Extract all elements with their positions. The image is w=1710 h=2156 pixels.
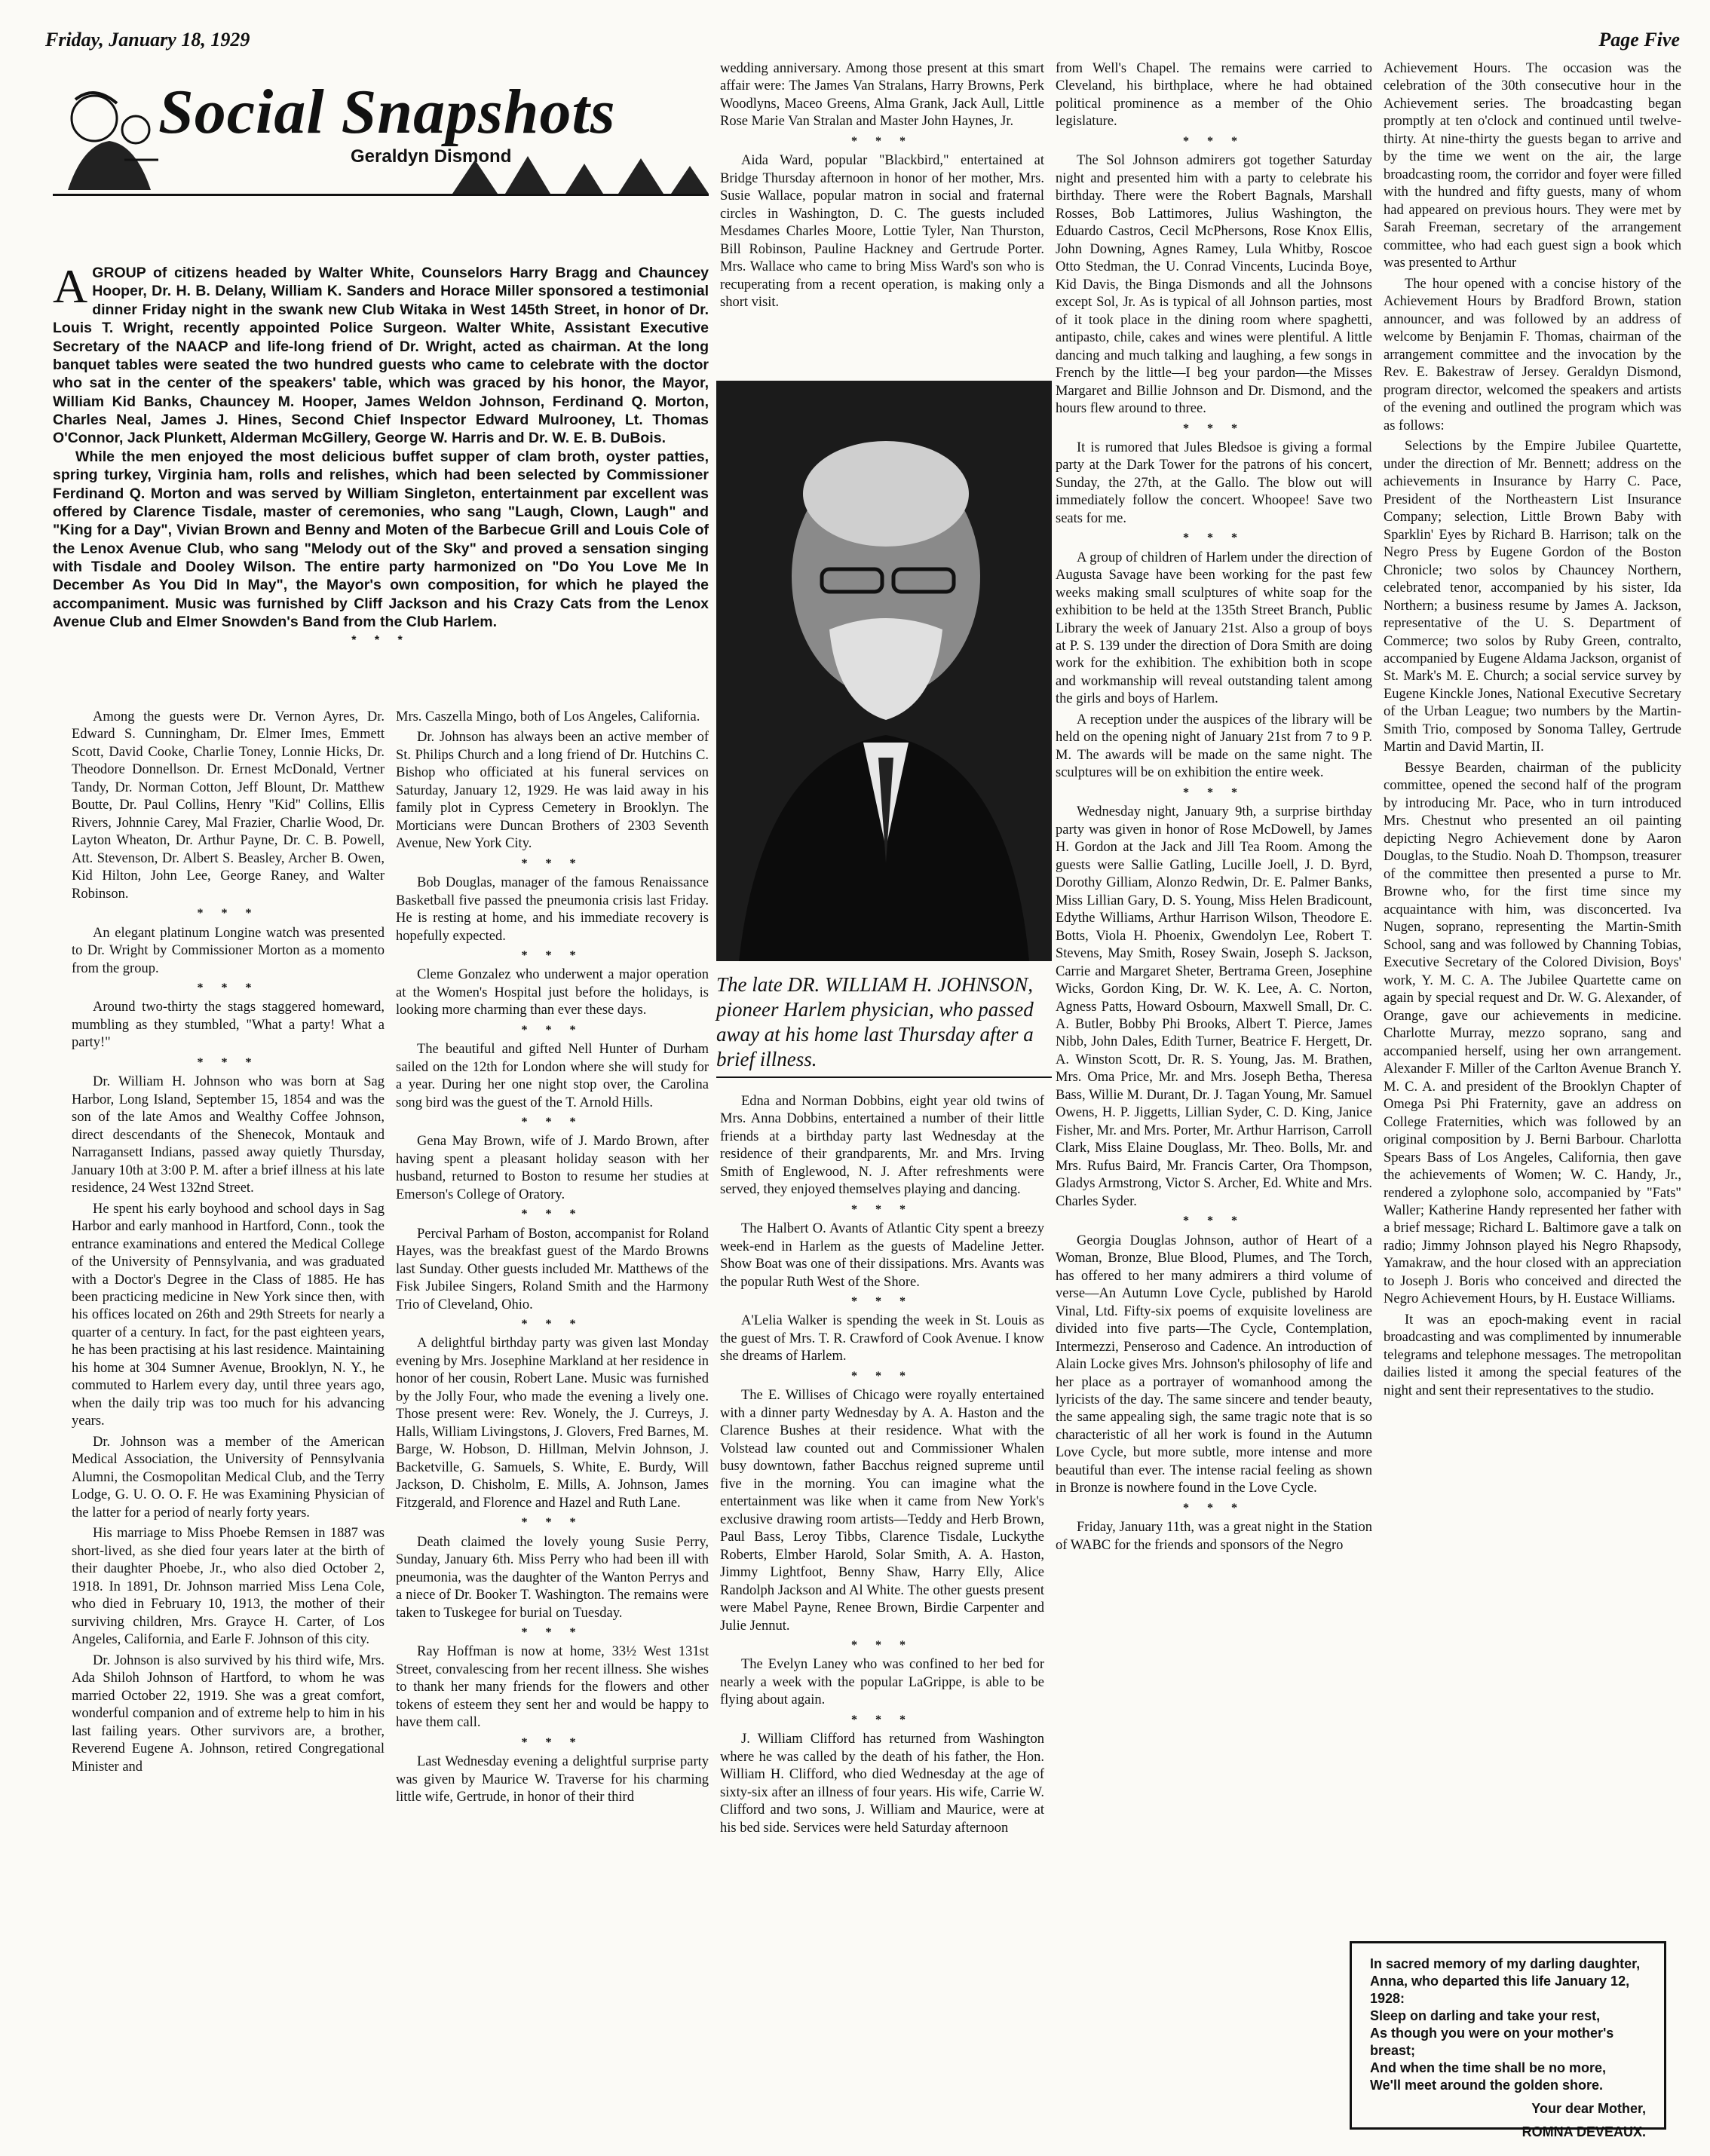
separator: * * * (521, 1318, 584, 1331)
separator: * * * (851, 1713, 913, 1726)
paragraph: Dr. Johnson has always been an active member of St. Philips Church and a long friend of Dr. Hutchins C. Bishop who officiated at his funeral services on Saturday, January 12, 1929. He was laid away in his family plot in Cypress Cemetery in Brooklyn. The Morticians were Duncan Brothers of 2303 Seventh Avenue, New York City. (396, 730, 709, 852)
paragraph: A group of children of Harlem under the direction of Augusta Savage have been working for the past few weeks making small sculptures of white soap for the exhibition to be held at the 135th Street Branch, Public Library the week of January 21st. Also a group of boys at P. S. 139 under the direction of Dora Smith are doing work for the exhibition. The exhibition both in scope and workmanship will reveal outstanding talent among the girls and boys of Harlem. (1056, 550, 1372, 707)
photo-caption: The late DR. WILLIAM H. JOHNSON, pioneer Harlem physician, who passed away at his home last Thursday after a brief illness. (716, 972, 1052, 1078)
separator: * * * (521, 1116, 584, 1129)
separator: * * * (197, 907, 259, 920)
column-masthead (53, 69, 709, 196)
memorial-line: We'll meet around the golden shore. (1370, 2078, 1603, 2093)
separator: * * * (521, 1516, 584, 1530)
paragraph: Cleme Gonzalez who underwent a major operation at the Women's Hospital just before the holidays, is looking more charming than ever these days. (396, 967, 709, 1018)
separator: * * * (851, 1369, 913, 1383)
masthead-illustration-icon (53, 84, 166, 190)
paragraph: Selections by the Empire Jubilee Quartette, under the direction of Mr. Bennett; address on the achievements in Insurance by Harry C. Pace, President of the Northeastern List Insurance Company; selection, Little Brown Baby with Sparklin' Eyes by Richard B. Harrison; talk on the Negro Press by Eugene Gordon of the Boston Chronicle; two solos by Chauncey Northern, celebrated tenor, accompanied by his sister, Ida Northern; a business resume by James A. Jackson, representative of the U. S. Department of Commerce; two solos by Ruby Green, contralto, accompanied by Eugene Aldama Jackson, organist of St. Mark's M. E. Church; a social service survey by Eugene Kinckle Jones, National Executive Secretary of the Urban League; two numbers by the Martin-Smith Trio, composed by Sonoma Talley, Gertrude Martin and David Martin, II. (1384, 439, 1681, 755)
paragraph: Dr. Johnson was a member of the American Medical Association, the University of Pennsylvania Alumni, the Cosmopolitan Medical Club, and the Terry Lodge, G. U. O. O. F. He was Examining Physician of the latter for a period of nearly forty years. (72, 1434, 385, 1521)
column-3-top (720, 60, 1044, 315)
column-1 (72, 709, 385, 1779)
separator: * * * (521, 1023, 584, 1037)
masthead-figures-icon (452, 152, 709, 194)
separator: * * * (1183, 134, 1245, 148)
paragraph: wedding anniversary. Among those present at this smart affair were: The James Van Stralans, Harry Browns, Perk Woodlyns, Maceo Greens, Alma Grank, Jack Aull, Little Rose Marie Van Stralan and Master John Haynes, Jr. (720, 61, 1044, 130)
memorial-notice (1350, 1941, 1666, 2140)
memorial-line: As though you were on your mother's breast; (1370, 2026, 1614, 2059)
separator: * * * (851, 1202, 913, 1216)
separator: * * * (521, 949, 584, 963)
lead-article (53, 259, 709, 651)
column-5 (1384, 60, 1681, 1403)
paragraph: Bessye Bearden, chairman of the publicity committee, opened the second half of the program by introducing Mr. Pace, who in turn introduced Mrs. Chestnut who presented an oil painting depicting Negro Achievement done by Aaron Douglas, to the Studio. Noah D. Thompson, treasurer of the committee then presented a purse to Mr. Browne who, for the first time since my acquaintance with him, was disconcerted. Iva Nugen, soprano, representing the Martin-Smith School, sang and was followed by Channing Tobias, Executive Secretary of the Colored Division, Boys' work, Y. M. C. A. The Jubilee Quartette came on again by special request and Dr. W. G. Alexander, of Orange, gave our achievements in medicine. Charlotte Murray, mezzo soprano, sang and accompanied herself, using her own arrangement. Alexander F. Miller of the Carlton Avenue Branch Y. M. C. A. and president of the Brooklyn Chapter of Omega Psi Phi Fraternity, gave an address on College Fraternities, which was followed by an original composition by J. Berni Barbour. Charlotta Spears Bass of Los Angeles, California, then gave the achievements of Women; W. C. Handy, Jr., rendered a zylophone solo, accompanied by "Fats" Waller; Katherine Handy represented her father with a brief message; Richard L. Baltimore gave a talk on radio; Jimmy Johnson played his Negro Rhapsody, Yamakraw, and the hour closed with an appreciation to Joseph J. Boris who conceived and directed the Negro Achievement Hours, by H. Eustace Williams. (1384, 760, 1681, 1307)
paragraph: A delightful birthday party was given last Monday evening by Mrs. Josephine Markland at her residence in honor of her cousin, Robert Lane. Music was furnished by the Jolly Four, who made the evening a lively one. Those present were: Rev. Wonely, the J. Curreys, J. Halls, William Livingstons, J. Glovers, Fred Barnes, M. Barge, W. Hobson, D. Hillman, Melvin Johnson, J. Backetville, G. Samuels, S. White, E. Burdy, Will Jackson, D. Chisholm, E. Mills, A. Johnson, James Fitzgerald, and Florence and Hazel and Ruth Lane. (396, 1336, 709, 1511)
paragraph: The Halbert O. Avants of Atlantic City spent a breezy week-end in Harlem as the guests of Madeline Jetter. Show Boat was one of their dissipations. Mrs. Avants was the popular Ruth West of the Shore. (720, 1221, 1044, 1290)
separator: * * * (351, 633, 410, 647)
page-label: Page Five (1598, 29, 1680, 51)
drop-cap: A (53, 259, 88, 313)
column-2 (396, 709, 709, 1810)
paragraph: A reception under the auspices of the library will be held on the opening night of January 21st from 7 to 9 P. M. The awards will be made on the same night. The sculptures will be on exhibition the entire week. (1056, 712, 1372, 781)
separator: * * * (521, 1735, 584, 1749)
separator: * * * (1183, 1501, 1245, 1514)
paragraph: Percival Parham of Boston, accompanist for Roland Hayes, was the breakfast guest of the Mardo Browns last Sunday. Other guests included Mr. Matthews of the Fisk Jubilee Singers, Roland Smith and the Harmony Trio of Cleveland, Ohio. (396, 1226, 709, 1312)
separator: * * * (1183, 1214, 1245, 1228)
separator: * * * (521, 1208, 584, 1221)
paragraph: Gena May Brown, wife of J. Mardo Brown, after having spent a pleasant holiday season with her husband, returned to Boston to resume her studies at Emerson's College of Oratory. (396, 1134, 709, 1202)
paragraph: An elegant platinum Longine watch was presented to Dr. Wright by Commissioner Morton as a momento from the group. (72, 925, 385, 976)
paragraph: A'Lelia Walker is spending the week in St. Louis as the guest of Mrs. T. R. Crawford of Cook Avenue. I know she dreams of Harlem. (720, 1313, 1044, 1364)
paragraph: Wednesday night, January 9th, a surprise birthday party was given in honor of Rose McDowell, by James H. Gordon at the Jack and Jill Tea Room. Among the guests were Sallie Gatling, Lucille Joell, J. D. Byrd, Dorothy Gilliam, Alonzo Redwin, Dr. E. Palmer Banks, Miss Lillian Gary, D. S. Young, Miss Helen Bradicount, Edythe Williams, Arthur Harrison Wilson, Theodore E. Botts, Viola H. Phoenix, Gwendolyn Lee, Robert T. Stevens, May Smith, Rosey Swain, Joseph S. Jackson, Carrie and Margaret Sheter, Bertrama Green, Josephine Wicks, Gordon King, Dr. W. K. Lee, A. C. Norton, Agness Patts, Howard Osbourn, Maxwell Small, Dr. C. A. Butler, Bobby Phi Brooks, Albert T. Pierce, James Nibb, John Dales, Edith Turner, Beatrice F. Hergett, Dr. A. Winston Scott, Dr. R. S. Young, Jas. M. Brathen, Mrs. Oma Price, Mr. and Mrs. Joseph Betha, Theresa Bass, Willie M. Durant, Dr. J. Tagan Young, Mr. Samuel Owens, H. P. Jiggetts, Lillian Syder, C. D. King, Janice Fisher, Mr. and Mrs. Porter, Mr. Arthur Harrison, Carroll Clark, Miss Elaine Douglass, Mr. Theo. Bolls, Mr. and Mrs. Rufus Baird, Mr. Francis Carter, Ora Thompson, Gladys Armstrong, Victor S. Archer, Ed. White and Mrs. Charles Syder. (1056, 804, 1372, 1209)
lead-paragraph-2: While the men enjoyed the most delicious buffet supper of clam broth, oyster patties, spring turkey, Virginia ham, rolls and relishes, which had been selected by Commissioner Ferdinand Q. Morton and was served by William Singleton, entertainment par excellent was offered by Clarence Tisdale, master of ceremonies, who sang "Laugh, Clown, Laugh" and "King for a Day", Vivian Brown and Benny and Moten of the Barbecue Grill and Louis Cole of the Lenox Avenue Club, who sang "Melody out of the Sky" and proved a sensation singing with Tisdale and Dooley Wilson. The entire party harmonized on "Do You Love Me In December As You Did In May", the Mayor's own composition, for which he played the accompaniment. Music was furnished by Cliff Jackson and his Crazy Cats from the Lenox Avenue Club and Elmer Snowden's Band from the Club Harlem. (53, 448, 709, 631)
separator: * * * (1183, 531, 1245, 545)
separator: * * * (197, 982, 259, 995)
paragraph: Mrs. Caszella Mingo, both of Los Angeles, California. (396, 709, 700, 724)
paragraph: Dr. William H. Johnson who was born at Sag Harbor, Long Island, September 15, 1854 and was the son of the late Amos and Wealthy Coffee Johnson, direct descendants of the Shenecok, Montauk and Narragansett Indians, passed away quietly Thursday, January 10th at 3:00 P. M. after a brief illness at his late residence, 24 West 132nd Street. (72, 1074, 385, 1196)
column-title: Social Snapshots (158, 77, 616, 147)
paragraph: Among the guests were Dr. Vernon Ayres, Dr. Edward S. Cunningham, Dr. Elmer Imes, Emmett Scott, David Cooke, Charlie Toney, Lonnie Hicks, Dr. Theodore Donnellson. Dr. Ernest McDonald, Vertner Tandy, Dr. Norman Cotton, Jeff Blount, Dr. Matthew Boutte, Dr. Paul Collins, Henry "Kid" Collins, Ellis Rivers, Johnnie Carey, Mal Frazier, Charlie Wood, Dr. Layton Wheaton, Dr. Arthur Payne, Dr. C. B. Powell, Att. Stevenson, Dr. Albert S. Beasley, Archer B. Owen, Kid Hilton, John Lee, George Raney, and Walter Robinson. (72, 709, 385, 902)
paragraph: Bob Douglas, manager of the famous Renaissance Basketball five passed the pneumonia crisis last Friday. He is resting at home, and his immediate recovery is hopefully expected. (396, 875, 709, 944)
separator: * * * (197, 1055, 259, 1069)
paragraph: Death claimed the lovely young Susie Perry, Sunday, January 6th. Miss Perry who had been ill with pneumonia, was the daughter of the Wanton Perrys and a niece of Dr. Booker T. Washington. The remains were taken to Tuskegee for burial on Tuesday. (396, 1534, 709, 1621)
memorial-line: Sleep on darling and take your rest, (1370, 2008, 1601, 2024)
paragraph: from Well's Chapel. The remains were carried to Cleveland, his birthplace, where he had obtained political prominence as a member of the Ohio legislature. (1056, 61, 1372, 130)
paragraph: The E. Willises of Chicago were royally entertained with a dinner party Wednesday by A. A. Haston and the Clarence Bushes at their residence. What with the Volstead law counted out and Commissioner Whalen busy downtown, father Bacchus reigned supreme until five in the morning. You can imagine what the entertainment was like when it came from New York's exclusive drawing room artists—Teddy and Herb Brown, Paul Bass, Leroy Tibbs, Clarence Tisdale, Luckythe Roberts, Elmber Harold, Solar Smith, A. A. Haston, Jimmy Lightfoot, Benny Shaw, Harry Elly, Alice Randolph Jackson and Al White. The other guests present were Mabel Payne, Renee Brown, Birdie Carpenter and Julie Jennut. (720, 1388, 1044, 1634)
paragraph: Friday, January 11th, was a great night in the Station of WABC for the friends and sponsors of the Negro (1056, 1520, 1372, 1553)
paragraph: The Evelyn Laney who was confined to her bed for nearly a week with the popular LaGrippe, is able to be flying about again. (720, 1657, 1044, 1708)
memorial-signature-name: ROMNA DEVEAUX. (1522, 2124, 1646, 2140)
paragraph: His marriage to Miss Phoebe Remsen in 1887 was short-lived, as she died four years later at the birth of their daughter Phoebe, Jr., who also died October 2, 1918. In 1891, Dr. Johnson married Miss Lena Cole, who died in February 10, 1913, the mother of their surviving children, Mrs. Grayce H. Carter, of Los Angeles, California, and Earle F. Johnson of this city. (72, 1526, 385, 1648)
paragraph: Aida Ward, popular "Blackbird," entertained at Bridge Thursday afternoon in honor of her mother, Mrs. Susie Wallace, popular matron in social and fraternal circles in Washington, D. C. The guests included Mesdames Charles Moore, Lottie Tyler, Nan Thurston, Bill Robinson, Pauline Hackney and Gertrude Porter. Mrs. Wallace who came to bring Miss Ward's son who is recuperating from a recent operation, is making only a short visit. (720, 153, 1044, 311)
paragraph: Around two-thirty the stags staggered homeward, mumbling as they stumbled, "What a party! What a party!" (72, 1000, 385, 1051)
paragraph: J. William Clifford has returned from Washington where he was called by the death of his father, the Hon. William H. Clifford, who died Wednesday at the age of sixty-six after an illness of four years. His wife, Carrie W. Clifford and two sons, J. William and Maurice, were at his bed side. Services were held Saturday afternoon (720, 1732, 1044, 1836)
memorial-signature: Your dear Mother, (1531, 2101, 1646, 2117)
separator: * * * (851, 134, 913, 148)
paragraph: The beautiful and gifted Nell Hunter of Durham sailed on the 12th for London where she will study for a year. During her one night stop over, the Carolina song bird was the guest of the T. Arnold Hills. (396, 1042, 709, 1110)
paragraph: Ray Hoffman is now at home, 33½ West 131st Street, convalescing from her recent illness. She wishes to thank her many friends for the flowers and other tokens of esteem they sent her and would be happy to have them call. (396, 1644, 709, 1731)
paragraph: Edna and Norman Dobbins, eight year old twins of Mrs. Anna Dobbins, entertained a number of their little friends at a birthday party last Wednesday at the residence of their grandparents, Mr. and Mrs. Irving Smith of Englewood, N. J. After refreshments were served, they enjoyed themselves playing and dancing. (720, 1094, 1044, 1198)
memorial-line: And when the time shall be no more, (1370, 2060, 1607, 2076)
column-3-bottom (720, 1093, 1044, 1840)
portrait-photo (716, 381, 1052, 961)
separator: * * * (521, 856, 584, 870)
paragraph: Last Wednesday evening a delightful surprise party was given by Maurice W. Traverse for his charming little wife, Gertrude, in honor of their third (396, 1754, 709, 1805)
column-4 (1056, 60, 1372, 1557)
lead-paragraph-1: GROUP of citizens headed by Walter White, Counselors Harry Bragg and Chauncey Hooper, Dr. H. B. Delany, William K. Sanders and Horace Miller sponsored a testimonial dinner Friday night in the swank new Club Witaka in West 145th Street, in honor of Dr. Louis T. Wright, recently appointed Police Surgeon. Walter White, Assistant Executive Secretary of the NAACP and life-long friend of Dr. Wright, acted as chairman. At the long banquet tables were seated the two hundred guests who came to celebrate with the doctor who sat in the center of the speakers' table, which was graced by his honor, the Mayor, William Kid Banks, Chauncey M. Hooper, James Weldon Johnson, Ferdinand Q. Morton, Charles Neal, James J. Hines, Second Chief Inspector Edward Mulrooney, Lt. Thomas O'Connor, Jack Plunkett, Alderman McGillery, George W. Harris and Dr. W. E. B. DuBois. (53, 265, 709, 447)
separator: * * * (851, 1639, 913, 1652)
separator: * * * (1183, 421, 1245, 435)
paragraph: Dr. Johnson is also survived by his third wife, Mrs. Ada Shiloh Johnson of Hartford, to whom he was married October 22, 1919. She was a great comfort, wonderful companion and of extreme help to him in his last failing years. Other survivors are, a brother, Reverend Eugene A. Johnson, retired Congregational Minister and (72, 1652, 385, 1775)
paragraph: The Sol Johnson admirers got together Saturday night and presented him with a party to celebrate his birthday. There were the Robert Bagnals, Marshall Rosses, Bob Lattimores, Julius Washington, the Eduardo Castros, Cecil McPhersons, Rose Knox Ellis, John Downing, Agnes Ramey, Lula Whitby, Roscoe Otto Stedman, the U. Conrad Vincents, Lucinda Boye, Kid Davis, the Binga Dismonds and all the Johnsons except Sol, Jr. As is typical of all Johnson parties, most of it took place in the dining room where spaghetti, antipasto, chile, cakes and wines were plentiful. A little dancing and much talking and laughing, a few songs in French by the little—I beg your pardon—the Misses Margaret and Billie Johnson and Dr. Dismond, and the hours flew around to three. (1056, 153, 1372, 417)
separator: * * * (851, 1295, 913, 1309)
column-byline: Geraldyn Dismond (351, 146, 512, 167)
paragraph: He spent his early boyhood and school days in Sag Harbor and early manhood in Hartford, Conn., took the entrance examinations and entered the Medical College of the University of Pennsylvania, and was graduated with a Doctor's Degree in the Class of 1885. He has been practicing medicine in New York since then, with his offices located on 26th and 29th Streets for nearly a quarter of a century. In fact, for the past eighteen years, he has been practising at his last residence. Maintaining his home at 304 Sumner Avenue, Brooklyn, N. Y., he commuted to Harlem every day, until three years ago, when the daily trip was too much for his advancing years. (72, 1201, 385, 1429)
paragraph: The hour opened with a concise history of the Achievement Hours by Bradford Brown, station announcer, and was followed by an address of welcome by Benjamin F. Thomas, chairman of the arrangement committee and the invocation by the Rev. E. Bakestraw of Jersey. Geraldyn Dismond, program director, welcomed the speakers and artists of the evening and outlined the program which was as follows: (1384, 276, 1681, 433)
paragraph: Achievement Hours. The occasion was the celebration of the 30th consecutive hour in the Achievement series. The broadcasting began promptly at ten o'clock and continued until twelve-thirty. At nine-thirty the guests began to arrive and by the time we went on the air, the large broadcasting room, the corridor and foyer were filled with the hundred and fifty guests, many of whom had appeared on previous hours. They were met by Sarah Freeman, secretary of the arrangement committee, who had each guest sign a book which was presented to Arthur (1384, 61, 1681, 271)
paragraph: It is rumored that Jules Bledsoe is giving a formal party at the Dark Tower for the patrons of his concert, Sunday, the 27th, at the Gallo. The blow out will immediately follow the concert. Whoopee! Save two seats for me. (1056, 439, 1372, 526)
paragraph: It was an epoch-making event in racial broadcasting and was complimented by innumerable telegrams and telephone messages. The metropolitan dailies listed it among the special features of the night and sent their representatives to the studio. (1384, 1312, 1681, 1398)
separator: * * * (521, 1626, 584, 1640)
separator: * * * (1183, 786, 1245, 799)
issue-date: Friday, January 18, 1929 (45, 29, 250, 51)
paragraph: Georgia Douglas Johnson, author of Heart of a Woman, Bronze, Blue Blood, Plumes, and The Torch, has offered to her many admirers a third volume of verse—An Autumn Love Cycle, published by Harold Vinal, Ltd. Fifty-six poems of exquisite loveliness are divided into five parts—The Cycle, Contemplation, Intermezzi, Penseroso and Cadence. An introduction of Alain Locke gives Mrs. Johnson's philosophy of life and her place as a portrayer of womanhood among the lyricists of the day. The same sincere and tender beauty, the same appealing sigh, the same tragic note that is so characteristic of all her work is found in the Autumn Love Cycle, but more subtle, more intense and more beautiful than ever. The intense racial feeling as shown in Bronze is nowhere found in the Love Cycle. (1056, 1233, 1372, 1496)
memorial-line: In sacred memory of my darling daughter, Anna, who departed this life January 12, 1928: (1370, 1956, 1641, 2007)
